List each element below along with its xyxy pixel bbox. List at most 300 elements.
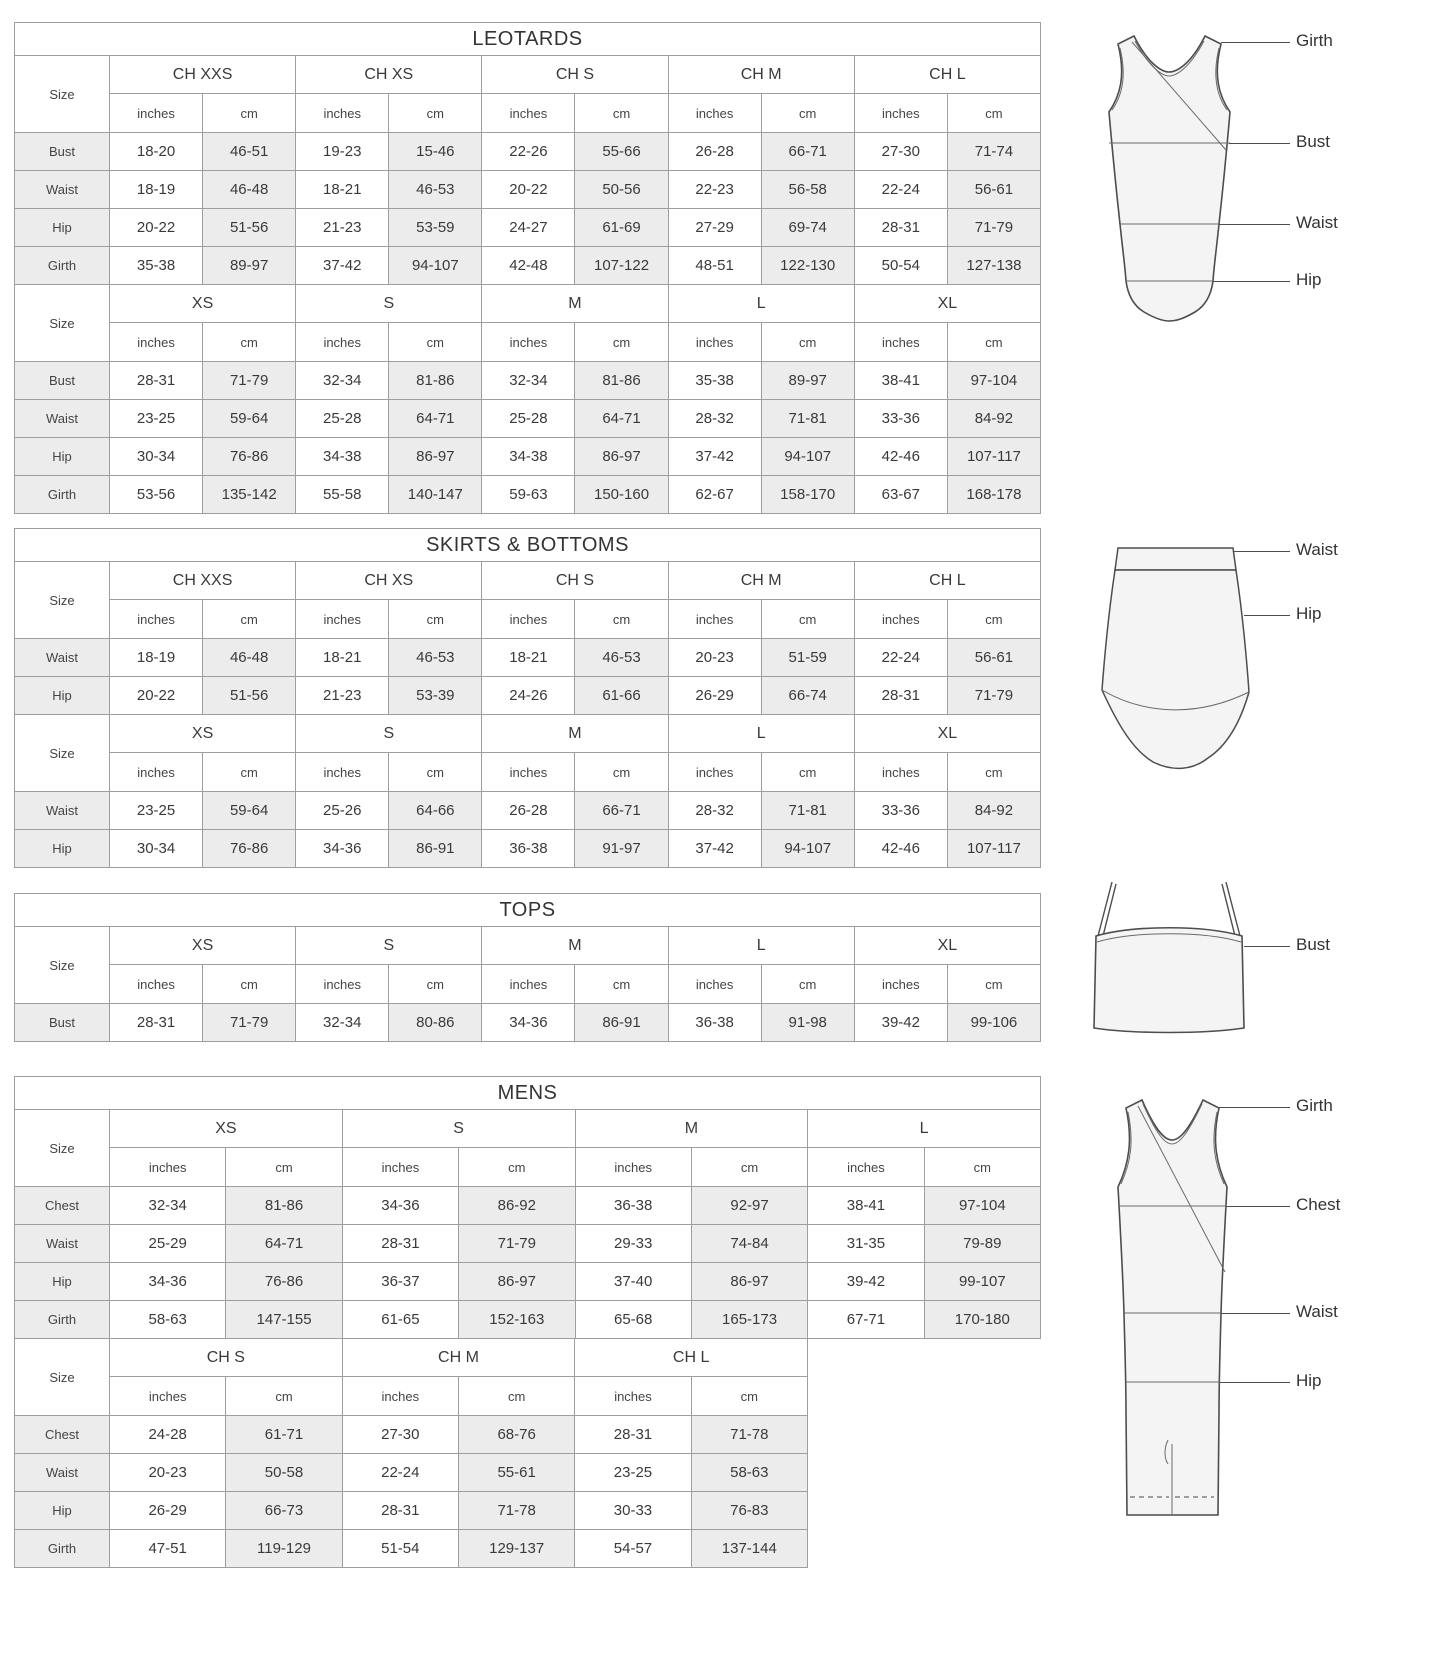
table-cell: 20-23 — [668, 639, 761, 677]
table-cell: 76-86 — [226, 1263, 342, 1301]
size-group-header: CH M — [668, 56, 854, 94]
size-group-header: CH XS — [296, 56, 482, 94]
unit-header-inches: inches — [110, 753, 203, 792]
table-cell: 147-155 — [226, 1301, 342, 1339]
unit-header-cm: cm — [389, 600, 482, 639]
table-cell: 86-97 — [389, 438, 482, 476]
table-cell: 21-23 — [296, 209, 389, 247]
unit-header-inches: inches — [854, 965, 947, 1004]
table-cell: 30-33 — [575, 1492, 691, 1530]
size-group-header: CH XXS — [110, 562, 296, 600]
leotard-hip-label: Hip — [1296, 270, 1322, 289]
table-cell: 38-41 — [808, 1187, 924, 1225]
table-cell: 64-71 — [575, 400, 668, 438]
table-cell: 34-38 — [482, 438, 575, 476]
table-cell: 18-21 — [296, 171, 389, 209]
unit-header-cm: cm — [389, 753, 482, 792]
leotard-girth-line — [1221, 42, 1290, 43]
table-cell: 42-48 — [482, 247, 575, 285]
table-row — [15, 677, 1041, 715]
mens-chest-line — [1226, 1206, 1290, 1207]
table-cell: 28-31 — [342, 1492, 458, 1530]
table-cell: 20-22 — [482, 171, 575, 209]
table-row — [15, 133, 1041, 171]
mens-section-table — [14, 1338, 808, 1568]
table-cell: 51-56 — [203, 209, 296, 247]
table-cell: 71-78 — [691, 1416, 807, 1454]
table-cell: 34-36 — [482, 1004, 575, 1042]
unit-header-inches: inches — [342, 1377, 458, 1416]
table-cell: 81-86 — [389, 362, 482, 400]
table-cell: 122-130 — [761, 247, 854, 285]
unit-header-cm: cm — [389, 94, 482, 133]
table-cell: 168-178 — [947, 476, 1040, 514]
table-cell: 84-92 — [947, 792, 1040, 830]
table-cell: 76-83 — [691, 1492, 807, 1530]
table-cell: 81-86 — [575, 362, 668, 400]
table-cell: 18-19 — [110, 171, 203, 209]
table-cell: 135-142 — [203, 476, 296, 514]
mens-waist-label: Waist — [1296, 1302, 1338, 1321]
table-cell: 170-180 — [924, 1301, 1040, 1339]
table-cell: 56-61 — [947, 639, 1040, 677]
table-cell: 20-23 — [110, 1454, 226, 1492]
size-group-header: CH XXS — [110, 56, 296, 94]
skirt-waist-label: Waist — [1296, 540, 1338, 559]
table-cell: 20-22 — [110, 677, 203, 715]
table-row — [15, 1225, 1041, 1263]
tops-table — [14, 893, 1041, 1042]
table-cell: 27-29 — [668, 209, 761, 247]
row-label: Bust — [15, 133, 110, 171]
size-group-header: L — [668, 715, 854, 753]
row-label: Girth — [15, 247, 110, 285]
unit-header-cm: cm — [389, 323, 482, 362]
table-cell: 97-104 — [924, 1187, 1040, 1225]
table-cell: 35-38 — [110, 247, 203, 285]
unit-header-cm: cm — [203, 753, 296, 792]
table-cell: 58-63 — [110, 1301, 226, 1339]
row-label: Waist — [15, 1225, 110, 1263]
table-cell: 51-54 — [342, 1530, 458, 1568]
table-cell: 107-122 — [575, 247, 668, 285]
unit-header-cm: cm — [459, 1148, 575, 1187]
table-cell: 65-68 — [575, 1301, 691, 1339]
row-label: Waist — [15, 171, 110, 209]
unit-header-cm: cm — [575, 94, 668, 133]
row-label: Girth — [15, 476, 110, 514]
leotard-girth-label: Girth — [1296, 31, 1333, 50]
table-cell: 28-32 — [668, 792, 761, 830]
unit-header-inches: inches — [854, 94, 947, 133]
table-cell: 28-32 — [668, 400, 761, 438]
table-cell: 26-28 — [482, 792, 575, 830]
size-group-header: CH M — [668, 562, 854, 600]
table-cell: 89-97 — [761, 362, 854, 400]
table-cell: 25-29 — [110, 1225, 226, 1263]
leotard-waist-line — [1219, 224, 1290, 225]
size-group-header: L — [808, 1110, 1041, 1148]
size-group-header: L — [668, 285, 854, 323]
size-header-cell: Size — [15, 1110, 110, 1187]
mens-section-table — [14, 1109, 1041, 1339]
table-cell: 86-92 — [459, 1187, 575, 1225]
table-cell: 66-74 — [761, 677, 854, 715]
table-cell: 22-26 — [482, 133, 575, 171]
size-group-header: CH L — [575, 1339, 808, 1377]
table-cell: 18-20 — [110, 133, 203, 171]
table-cell: 33-36 — [854, 400, 947, 438]
table-cell: 119-129 — [226, 1530, 342, 1568]
size-group-header: S — [296, 927, 482, 965]
table-cell: 51-59 — [761, 639, 854, 677]
mens-girth-line — [1219, 1107, 1290, 1108]
table-cell: 32-34 — [296, 1004, 389, 1042]
table-cell: 22-23 — [668, 171, 761, 209]
table-cell: 25-28 — [482, 400, 575, 438]
table-cell: 63-67 — [854, 476, 947, 514]
table-cell: 97-104 — [947, 362, 1040, 400]
mens-biketard-illustration — [1080, 1092, 1265, 1552]
unit-header-inches: inches — [668, 965, 761, 1004]
row-label: Hip — [15, 438, 110, 476]
table-cell: 86-97 — [459, 1263, 575, 1301]
unit-header-inches: inches — [808, 1148, 924, 1187]
table-cell: 71-81 — [761, 792, 854, 830]
table-cell: 80-86 — [389, 1004, 482, 1042]
table-cell: 18-21 — [296, 639, 389, 677]
unit-header-cm: cm — [203, 323, 296, 362]
row-label: Hip — [15, 1492, 110, 1530]
table-cell: 107-117 — [947, 438, 1040, 476]
table-cell: 48-51 — [668, 247, 761, 285]
table-row — [15, 1530, 808, 1568]
table-cell: 37-42 — [668, 438, 761, 476]
unit-header-inches: inches — [482, 753, 575, 792]
table-cell: 36-38 — [482, 830, 575, 868]
unit-header-inches: inches — [296, 323, 389, 362]
table-cell: 107-117 — [947, 830, 1040, 868]
table-cell: 71-78 — [458, 1492, 574, 1530]
mens-girth-label: Girth — [1296, 1096, 1333, 1115]
table-cell: 23-25 — [110, 792, 203, 830]
table-cell: 23-25 — [575, 1454, 691, 1492]
table-cell: 91-97 — [575, 830, 668, 868]
unit-header-cm: cm — [761, 323, 854, 362]
size-header-cell: Size — [15, 285, 110, 362]
table-cell: 152-163 — [459, 1301, 575, 1339]
unit-header-cm: cm — [575, 753, 668, 792]
size-group-header: XL — [854, 715, 1040, 753]
unit-header-cm: cm — [691, 1148, 807, 1187]
table-cell: 18-21 — [482, 639, 575, 677]
table-row — [15, 209, 1041, 247]
table-cell: 18-19 — [110, 639, 203, 677]
table-row — [15, 171, 1041, 209]
table-cell: 46-48 — [203, 639, 296, 677]
table-cell: 71-79 — [203, 1004, 296, 1042]
unit-header-inches: inches — [854, 323, 947, 362]
table-cell: 140-147 — [389, 476, 482, 514]
table-cell: 15-46 — [389, 133, 482, 171]
unit-header-inches: inches — [110, 1148, 226, 1187]
size-group-header: L — [668, 927, 854, 965]
leotards-section-table — [14, 55, 1041, 285]
table-cell: 64-71 — [226, 1225, 342, 1263]
table-cell: 46-51 — [203, 133, 296, 171]
size-group-header: S — [296, 715, 482, 753]
table-cell: 37-42 — [296, 247, 389, 285]
row-label: Chest — [15, 1416, 110, 1454]
table-cell: 25-28 — [296, 400, 389, 438]
unit-header-cm: cm — [458, 1377, 574, 1416]
row-label: Hip — [15, 677, 110, 715]
mens-table — [14, 1076, 1041, 1568]
table-cell: 30-34 — [110, 830, 203, 868]
unit-header-cm: cm — [575, 965, 668, 1004]
mens-hip-label: Hip — [1296, 1371, 1322, 1390]
size-group-header: CH XS — [296, 562, 482, 600]
unit-header-inches: inches — [110, 600, 203, 639]
tops-section-table — [14, 926, 1041, 1042]
table-row — [15, 1301, 1041, 1339]
table-cell: 29-33 — [575, 1225, 691, 1263]
crop-top-illustration — [1084, 878, 1254, 1040]
unit-header-inches: inches — [342, 1148, 458, 1187]
table-cell: 42-46 — [854, 438, 947, 476]
table-cell: 127-138 — [947, 247, 1040, 285]
leotards-title: LEOTARDS — [14, 22, 1041, 56]
size-group-header: XL — [854, 285, 1040, 323]
skirts-bottoms-table — [14, 528, 1041, 868]
table-cell: 24-27 — [482, 209, 575, 247]
table-row — [15, 1416, 808, 1454]
table-cell: 53-59 — [389, 209, 482, 247]
table-cell: 94-107 — [761, 438, 854, 476]
table-cell: 67-71 — [808, 1301, 924, 1339]
unit-header-cm: cm — [226, 1377, 342, 1416]
table-cell: 36-38 — [668, 1004, 761, 1042]
table-cell: 62-67 — [668, 476, 761, 514]
table-cell: 20-22 — [110, 209, 203, 247]
row-label: Hip — [15, 209, 110, 247]
table-row — [15, 1454, 808, 1492]
top-bust-label: Bust — [1296, 935, 1331, 954]
skirt-hip-line — [1244, 615, 1290, 616]
unit-header-inches: inches — [110, 1377, 226, 1416]
size-group-header: XS — [110, 1110, 343, 1148]
unit-header-inches: inches — [575, 1377, 691, 1416]
size-group-header: M — [482, 715, 668, 753]
size-group-header: M — [482, 285, 668, 323]
table-cell: 137-144 — [691, 1530, 807, 1568]
table-row — [15, 1004, 1041, 1042]
table-cell: 46-53 — [575, 639, 668, 677]
table-cell: 50-56 — [575, 171, 668, 209]
unit-header-cm: cm — [924, 1148, 1040, 1187]
table-cell: 74-84 — [691, 1225, 807, 1263]
table-cell: 92-97 — [691, 1187, 807, 1225]
table-cell: 81-86 — [226, 1187, 342, 1225]
table-cell: 71-79 — [459, 1225, 575, 1263]
table-cell: 71-79 — [203, 362, 296, 400]
table-cell: 28-31 — [575, 1416, 691, 1454]
table-cell: 50-54 — [854, 247, 947, 285]
table-cell: 89-97 — [203, 247, 296, 285]
table-row — [15, 1187, 1041, 1225]
table-cell: 84-92 — [947, 400, 1040, 438]
table-cell: 99-106 — [947, 1004, 1040, 1042]
size-group-header: CH L — [854, 56, 1040, 94]
table-cell: 76-86 — [203, 438, 296, 476]
unit-header-inches: inches — [668, 600, 761, 639]
table-cell: 46-53 — [389, 171, 482, 209]
table-cell: 66-71 — [575, 792, 668, 830]
size-group-header: M — [575, 1110, 808, 1148]
table-cell: 76-86 — [203, 830, 296, 868]
unit-header-inches: inches — [482, 965, 575, 1004]
skirts-bottoms-title: SKIRTS & BOTTOMS — [14, 528, 1041, 562]
table-cell: 36-38 — [575, 1187, 691, 1225]
table-cell: 94-107 — [761, 830, 854, 868]
unit-header-cm: cm — [389, 965, 482, 1004]
table-row — [15, 362, 1041, 400]
unit-header-cm: cm — [575, 600, 668, 639]
row-label: Chest — [15, 1187, 110, 1225]
unit-header-cm: cm — [203, 94, 296, 133]
table-cell: 86-91 — [389, 830, 482, 868]
leotard-illustration — [1082, 28, 1257, 328]
table-cell: 34-36 — [296, 830, 389, 868]
table-cell: 39-42 — [808, 1263, 924, 1301]
table-cell: 53-56 — [110, 476, 203, 514]
table-cell: 71-79 — [947, 209, 1040, 247]
table-cell: 26-28 — [668, 133, 761, 171]
unit-header-inches: inches — [668, 323, 761, 362]
unit-header-inches: inches — [296, 753, 389, 792]
unit-header-cm: cm — [575, 323, 668, 362]
row-label: Waist — [15, 1454, 110, 1492]
table-cell: 26-29 — [110, 1492, 226, 1530]
table-cell: 30-34 — [110, 438, 203, 476]
table-cell: 24-26 — [482, 677, 575, 715]
table-cell: 50-58 — [226, 1454, 342, 1492]
table-cell: 59-63 — [482, 476, 575, 514]
top-bust-line — [1244, 946, 1290, 947]
table-cell: 25-26 — [296, 792, 389, 830]
unit-header-inches: inches — [668, 94, 761, 133]
table-row — [15, 830, 1041, 868]
unit-header-cm: cm — [761, 965, 854, 1004]
leotards-section-table — [14, 284, 1041, 514]
mens-waist-line — [1221, 1313, 1290, 1314]
size-group-header: M — [482, 927, 668, 965]
table-cell: 38-41 — [854, 362, 947, 400]
leotard-waist-label: Waist — [1296, 213, 1338, 232]
unit-header-inches: inches — [296, 600, 389, 639]
table-cell: 27-30 — [342, 1416, 458, 1454]
mens-chest-label: Chest — [1296, 1195, 1341, 1214]
unit-header-cm: cm — [761, 600, 854, 639]
table-cell: 21-23 — [296, 677, 389, 715]
unit-header-inches: inches — [110, 94, 203, 133]
table-cell: 71-74 — [947, 133, 1040, 171]
table-cell: 86-97 — [691, 1263, 807, 1301]
table-cell: 19-23 — [296, 133, 389, 171]
unit-header-cm: cm — [947, 323, 1040, 362]
table-cell: 27-30 — [854, 133, 947, 171]
unit-header-cm: cm — [761, 753, 854, 792]
size-group-header: S — [296, 285, 482, 323]
row-label: Waist — [15, 639, 110, 677]
skirts-section-table — [14, 561, 1041, 715]
table-cell: 28-31 — [110, 1004, 203, 1042]
tops-title: TOPS — [14, 893, 1041, 927]
table-cell: 24-28 — [110, 1416, 226, 1454]
table-cell: 99-107 — [924, 1263, 1040, 1301]
table-cell: 55-66 — [575, 133, 668, 171]
table-cell: 86-91 — [575, 1004, 668, 1042]
unit-header-inches: inches — [296, 94, 389, 133]
unit-header-inches: inches — [854, 600, 947, 639]
size-group-header: CH S — [482, 56, 668, 94]
table-cell: 26-29 — [668, 677, 761, 715]
unit-header-inches: inches — [110, 323, 203, 362]
table-cell: 34-36 — [110, 1263, 226, 1301]
leotards-table — [14, 22, 1041, 514]
table-row — [15, 400, 1041, 438]
size-group-header: XS — [110, 285, 296, 323]
unit-header-inches: inches — [482, 94, 575, 133]
table-cell: 61-71 — [226, 1416, 342, 1454]
table-cell: 22-24 — [854, 171, 947, 209]
table-cell: 61-69 — [575, 209, 668, 247]
table-cell: 51-56 — [203, 677, 296, 715]
row-label: Girth — [15, 1530, 110, 1568]
table-cell: 31-35 — [808, 1225, 924, 1263]
table-cell: 34-36 — [342, 1187, 458, 1225]
table-row — [15, 247, 1041, 285]
unit-header-cm: cm — [226, 1148, 342, 1187]
row-label: Bust — [15, 362, 110, 400]
table-cell: 66-73 — [226, 1492, 342, 1530]
table-cell: 64-66 — [389, 792, 482, 830]
table-cell: 86-97 — [575, 438, 668, 476]
table-cell: 71-79 — [947, 677, 1040, 715]
table-cell: 23-25 — [110, 400, 203, 438]
table-cell: 22-24 — [342, 1454, 458, 1492]
unit-header-cm: cm — [947, 94, 1040, 133]
unit-header-cm: cm — [947, 965, 1040, 1004]
size-header-cell: Size — [15, 927, 110, 1004]
row-label: Waist — [15, 400, 110, 438]
size-header-cell: Size — [15, 56, 110, 133]
leotard-hip-line — [1213, 281, 1290, 282]
table-cell: 42-46 — [854, 830, 947, 868]
table-row — [15, 476, 1041, 514]
row-label: Bust — [15, 1004, 110, 1042]
size-group-header: CH M — [342, 1339, 575, 1377]
table-cell: 61-66 — [575, 677, 668, 715]
unit-header-inches: inches — [482, 323, 575, 362]
unit-header-inches: inches — [110, 965, 203, 1004]
size-group-header: CH S — [110, 1339, 343, 1377]
unit-header-cm: cm — [947, 600, 1040, 639]
table-cell: 28-31 — [854, 209, 947, 247]
unit-header-inches: inches — [296, 965, 389, 1004]
table-cell: 56-58 — [761, 171, 854, 209]
unit-header-cm: cm — [203, 600, 296, 639]
